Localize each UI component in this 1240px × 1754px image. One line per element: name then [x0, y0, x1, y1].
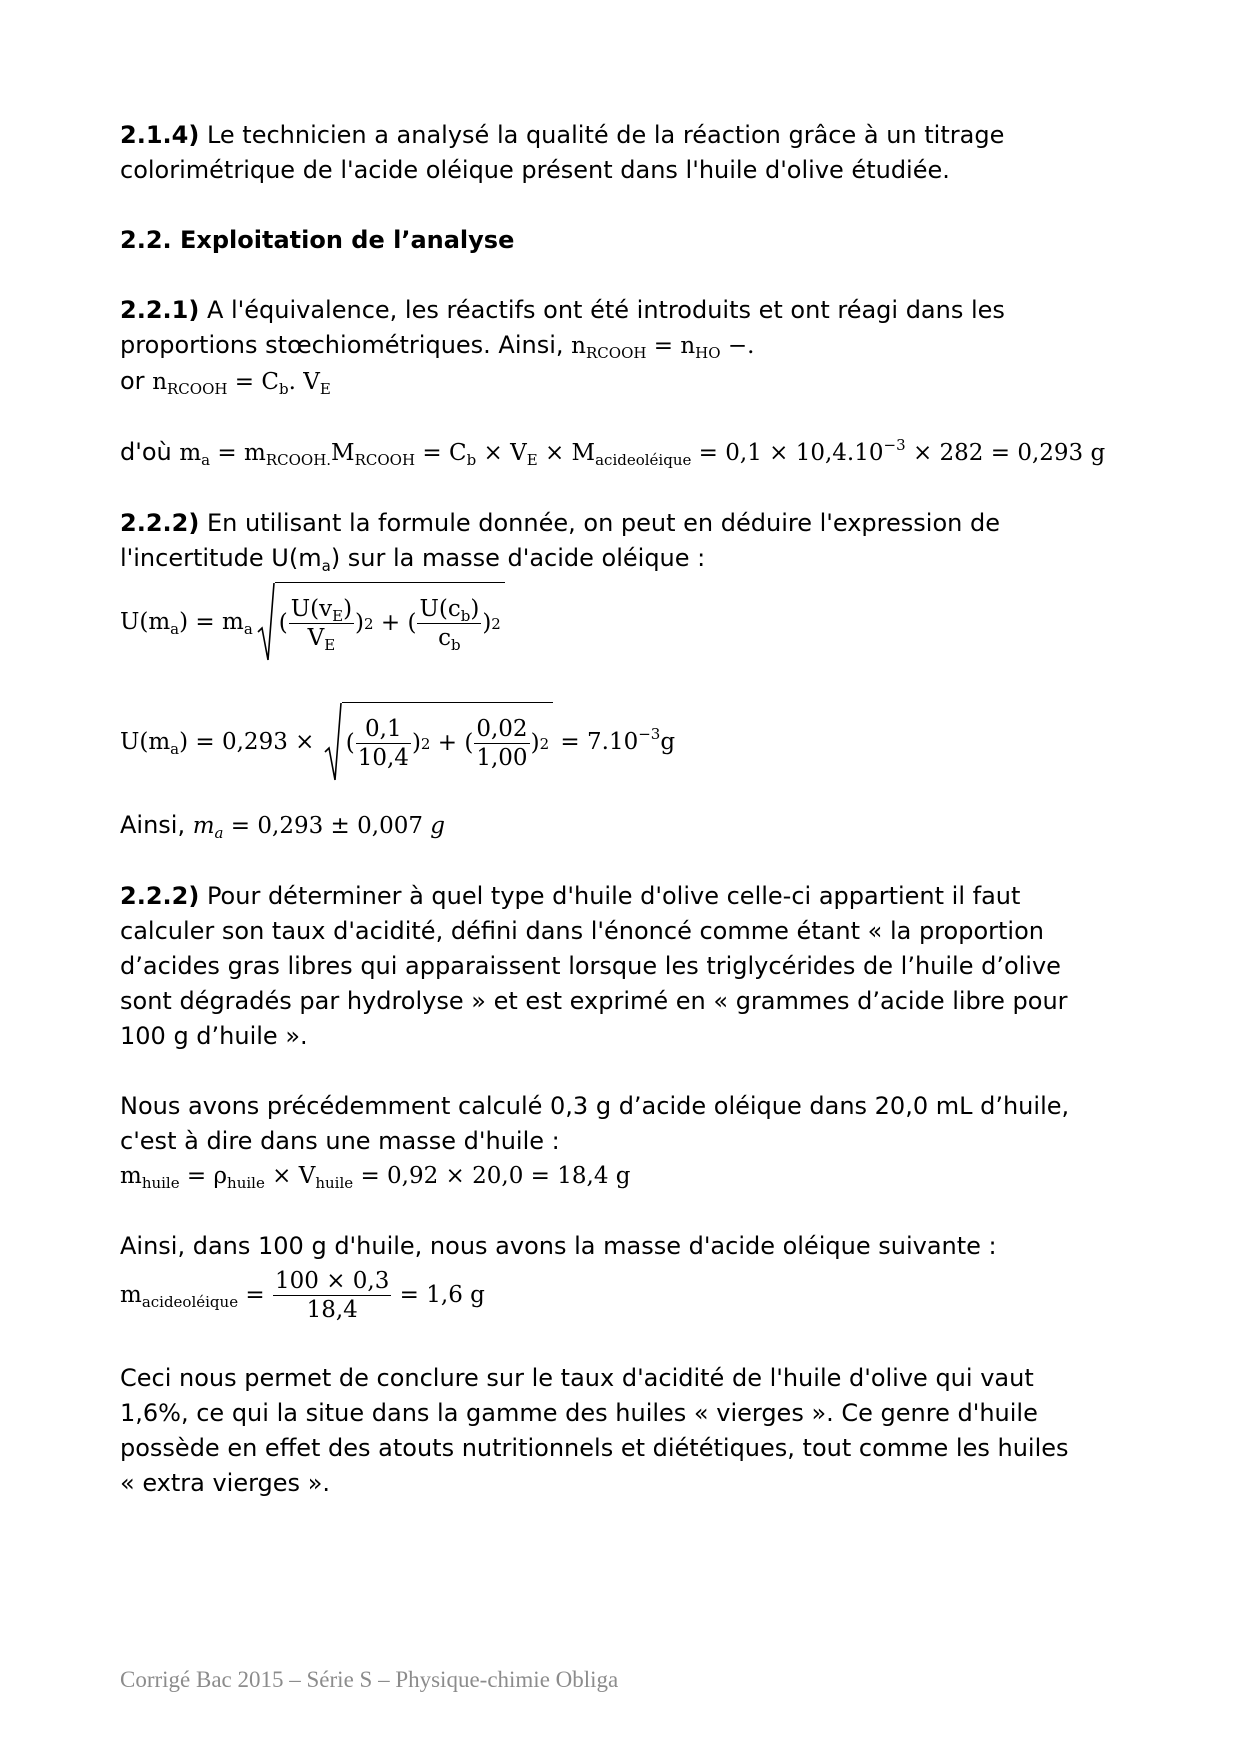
question-label: 2.2.2) — [120, 882, 200, 910]
question-label: 2.1.4) — [120, 121, 200, 149]
text-line: colorimétrique de l'acide oléique présent dans l'huile d'olive étudiée. — [120, 156, 950, 184]
square-root: ( $\frac{U(v_E)}{V_E}$ ) 2 + ( $\frac{U(c_b)}{c_b}$ ) 2 — [257, 582, 505, 662]
equation-ma-result: $m_a = 0,293 \pm 0,007$ g — [192, 813, 446, 842]
formula-lhs: $U(m_a) = 0,293$ × — [120, 728, 322, 758]
text-line: proportions stœchiométriques. Ainsi, — [120, 331, 572, 359]
radical-sign-icon — [257, 582, 275, 662]
paragraph-conclusion — [120, 1361, 1130, 1501]
paragraph-2-1-4 — [120, 118, 1130, 188]
text-line: En utilisant la formule donnée, on peut en déduire l'expression de — [199, 509, 1000, 537]
fraction-cb: $\frac{U(c_b)}{c_b}$ — [419, 596, 480, 654]
fraction-ve: $\frac{U(v_E)}{V_E}$ — [290, 596, 353, 654]
equation-m-acide-oleique: $m_{acideoléique}$ = $\frac{100 \times 0,3}{18,4}$ = 1,6 g — [120, 1267, 485, 1323]
formula-lhs: $U(m_a) = m_a$ — [120, 608, 253, 638]
formula-result: = $7.10^{-3}g$ — [553, 724, 676, 755]
text-line: or — [120, 367, 153, 395]
text-line: Ainsi, dans 100 g d'huile, nous avons la masse d'acide oléique suivante : — [120, 1232, 997, 1260]
text-line: l'incertitude $U(m_a)$ sur la masse d'acide oléique : — [120, 544, 706, 575]
text-line: possède en effet des atouts nutritionnels et diététiques, tout comme les huiles — [120, 1434, 1069, 1462]
square-root: ( $\frac{0,1}{10,4}$ ) 2 + ( $\frac{0,02}{1,00}$ ) 2 — [324, 702, 553, 782]
text-line: Ceci nous permet de conclure sur le taux d'acidité de l'huile d'olive qui vaut — [120, 1364, 1034, 1392]
paragraph-2-2-1 — [120, 293, 1130, 400]
question-label: 2.2.1) — [120, 296, 200, 324]
paragraph-mass-calculation — [120, 435, 1130, 471]
radical-sign-icon — [324, 702, 342, 782]
equation-n-cb-ve: $n_{RCOOH} = C_b$. $V_E$ — [152, 369, 331, 398]
fraction-0-02-over-1-00: $\frac{0,02}{1,00}$ — [476, 716, 528, 771]
text-line: calculer son taux d'acidité, défini dans l'énoncé comme étant « la proportion — [120, 917, 1044, 945]
formula-uncertainty-numeric — [120, 700, 1130, 784]
equation-m-huile: $m_{huile} = \rho_{huile} \times V_{huile} = 0,92 \times 20,0 = 18,4$ g — [120, 1163, 631, 1192]
equation-mass-acid: $m_a = m_{RCOOH.}M_{RCOOH} = C_b \times V_E \times M_{acideoléique} = 0,1 \times 10,4.10^{-3} \times 282 = 0,293$ g — [179, 436, 1106, 469]
text-line: sont dégradés par hydrolyse » et est exprimé en « grammes d’acide libre pour — [120, 987, 1068, 1015]
page-footer: Corrigé Bac 2015 – Série S – Physique-chimie Obliga — [120, 1667, 619, 1692]
text-line: Pour déterminer à quel type d'huile d'olive celle-ci appartient il faut — [199, 882, 1021, 910]
section-heading — [120, 223, 1130, 258]
text-line: d’acides gras libres qui apparaissent lorsque les triglycérides de l’huile d’olive — [120, 952, 1061, 980]
paragraph-acidity — [120, 879, 1130, 1054]
text-line: 1,6%, ce qui la situe dans la gamme des huiles « vierges ». Ce genre d'huile — [120, 1399, 1038, 1427]
text-line: « extra vierges ». — [120, 1469, 330, 1497]
text-line: A l'équivalence, les réactifs ont été introduits et ont réagi dans les — [199, 296, 1005, 324]
text-line: 100 g d’huile ». — [120, 1022, 308, 1050]
fraction-0-1-over-10-4: $\frac{0,1}{10,4}$ — [357, 716, 409, 771]
question-label: 2.2.2) — [120, 509, 200, 537]
page-content — [120, 118, 1130, 1501]
section-title: 2.2. Exploitation de l’analyse — [120, 226, 515, 254]
formula-uncertainty-general — [120, 580, 1130, 664]
fraction-100x03-over-18-4: $\frac{100 \times 0,3}{18,4}$ — [274, 1267, 390, 1323]
text-line: Nous avons précédemment calculé 0,3 g d’acide oléique dans 20,0 mL d’huile, — [120, 1092, 1070, 1120]
paragraph-2-2-2-uncertainty — [120, 506, 1130, 576]
paragraph-result-ma — [120, 808, 1130, 844]
text-lead: Ainsi, — [120, 811, 193, 839]
text-line: Le technicien a analysé la qualité de la réaction grâce à un titrage — [199, 121, 1005, 149]
equation-n-rcooh-n-ho: $n_{RCOOH} = n_{HO}$ −. — [571, 333, 755, 362]
paragraph-oil-mass — [120, 1089, 1130, 1194]
paragraph-acid-per-100g — [120, 1229, 1130, 1326]
text-lead: d'où — [120, 438, 180, 466]
text-line: c'est à dire dans une masse d'huile : — [120, 1127, 560, 1155]
